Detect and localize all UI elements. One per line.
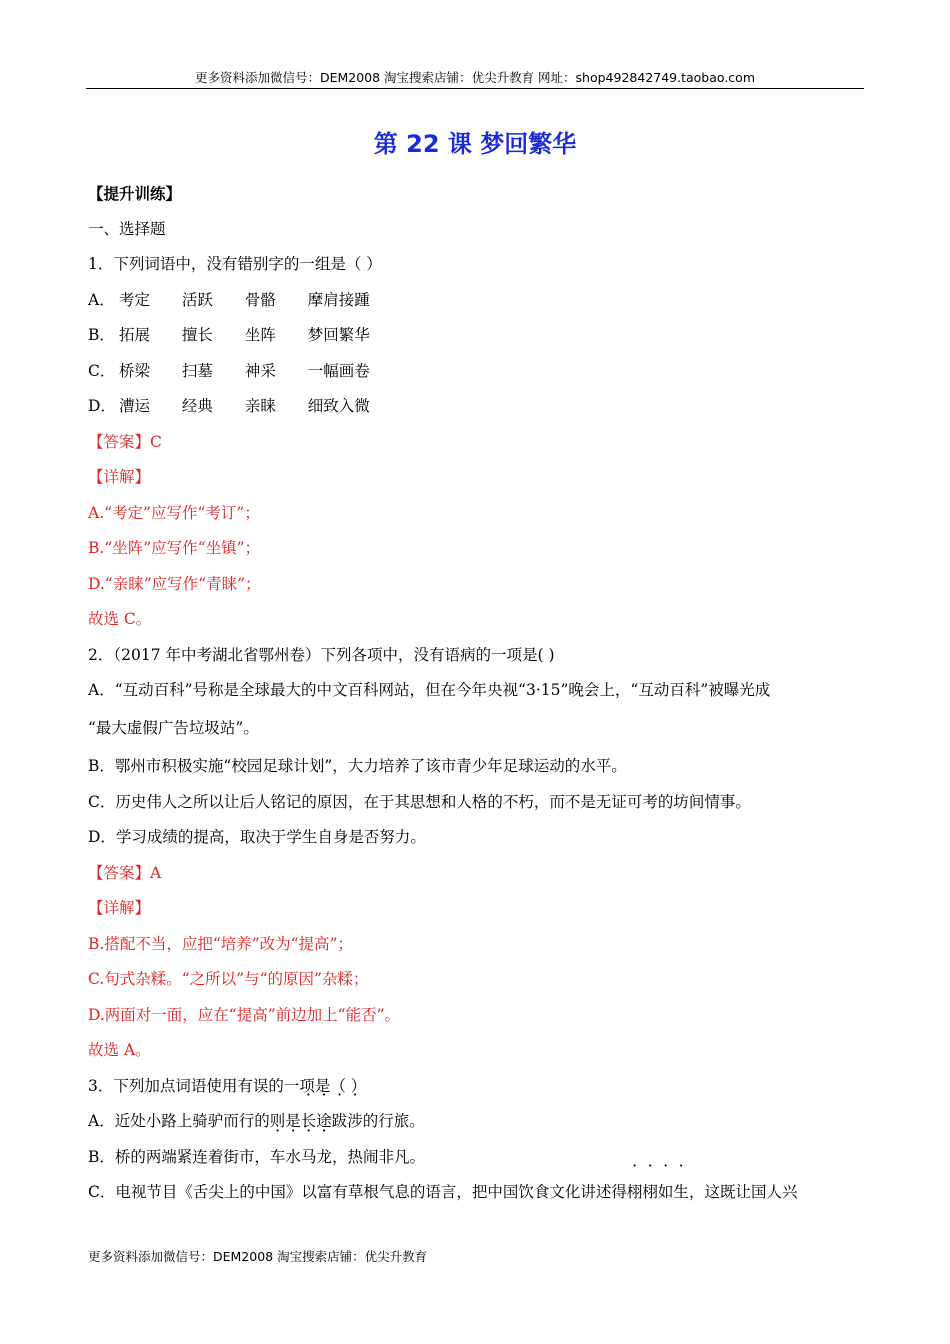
q2-option-b: B．鄂州市积极实施“校园足球计划”，大力培养了该市青少年足球运动的水平。 <box>88 757 627 775</box>
option-word: 经典 <box>181 397 213 415</box>
q3-option-c <box>88 1175 868 1211</box>
option-word: 擅长 <box>181 326 213 344</box>
dotted-char: 跋 <box>331 1112 348 1130</box>
option-word: 坐阵 <box>244 326 276 344</box>
option-text: C．电视节目《舌尖上的中国》以富有草根气息的语言，把中国饮食文化讲述得 <box>88 1183 627 1201</box>
q2-explanation: C.句式杂糅。“之所以”与“的原因”杂糅； <box>88 970 369 988</box>
option-word: 一幅画卷 <box>307 361 370 380</box>
dotted-char: 涉 <box>347 1112 363 1130</box>
q1-explanation: D.“亲睐”应写作“青睐”； <box>88 574 261 593</box>
q1-option-c <box>88 354 868 390</box>
option-word: 拓展 <box>118 326 150 344</box>
lesson-title: 第 22 课 梦回繁华 <box>373 130 577 158</box>
option-word: 扫墓 <box>181 361 213 380</box>
option-word: 摩肩接踵 <box>307 290 370 309</box>
option-word: 梦回繁华 <box>307 326 370 344</box>
q1-detail-heading: 【详解】 <box>88 468 151 486</box>
q3-option-b <box>88 1140 868 1176</box>
dotted-char: 长 <box>300 1112 317 1130</box>
option-label: B． <box>88 326 115 344</box>
q1-conclusion: 故选 C。 <box>88 610 152 628</box>
q2-detail-heading: 【详解】 <box>88 899 151 917</box>
option-label: A． <box>88 290 115 309</box>
page-header: 更多资料添加微信号：DEM2008 淘宝搜索店铺：优尖升教育 网址：shop492842749.taobao.com <box>194 70 756 85</box>
q2-explanation: D.两面对一面，应在“提高”前边加上“能否”。 <box>88 1005 400 1024</box>
q2-option-d: D．学习成绩的提高，取决于学生自身是否努力。 <box>88 828 426 846</box>
option-word: 骨骼 <box>244 290 276 309</box>
option-text: ，热闹非凡。 <box>331 1147 425 1166</box>
dotted-char: 生 <box>673 1183 689 1201</box>
option-text: B．桥的两端紧连着街市， <box>88 1147 270 1166</box>
option-text: 的行旅。 <box>362 1112 425 1130</box>
q2-option-a: A．“互动百科”号称是全球最大的中文百科网站，但在今年央视“3·15”晚会上，“互动百科”被曝光成 <box>88 681 771 699</box>
q2-option-c: C．历史伟人之所以让后人铭记的原因，在于其思想和人格的不朽，而不是无证可考的坊间情事。 <box>88 792 751 811</box>
q2-option-a-cont: “最大虚假广告垃圾站”。 <box>88 719 259 737</box>
dotted-char: 车 <box>269 1147 286 1166</box>
dotted-char: 马 <box>300 1147 317 1166</box>
dotted-char: 水 <box>285 1147 301 1166</box>
section-heading: 【提升训练】 <box>88 184 182 203</box>
page-footer: 更多资料添加微信号：DEM2008 淘宝搜索店铺：优尖升教育 <box>88 1249 428 1264</box>
option-label: D． <box>88 397 116 415</box>
q1-explanation: B.“坐阵”应写作“坐镇”； <box>88 539 261 557</box>
option-word: 亲睐 <box>244 397 276 415</box>
q2-answer: 【答案】A <box>88 863 162 882</box>
header-divider <box>86 88 864 89</box>
dotted-char: 如 <box>657 1183 674 1201</box>
q2-conclusion: 故选 A。 <box>88 1041 151 1059</box>
dotted-phrase <box>627 1183 689 1201</box>
option-text: ，这既让国人兴 <box>688 1183 798 1201</box>
subsection-heading: 一、选择题 <box>88 219 166 238</box>
document-body <box>88 176 868 1211</box>
q1-answer: 【答案】C <box>88 432 162 451</box>
q1-option-b <box>88 318 868 354</box>
option-word: 漕运 <box>118 397 150 415</box>
question-1-stem: 1．下列词语中，没有错别字的一组是（ ） <box>88 255 382 273</box>
q1-explanation: A.“考定”应写作“考订”； <box>88 503 260 522</box>
dotted-char: 栩 <box>642 1183 658 1201</box>
question-2-stem: 2．（2017 年中考湖北省鄂州卷）下列各项中，没有语病的一项是( ) <box>88 645 555 664</box>
option-word: 活跃 <box>181 290 213 309</box>
option-text: A．近处小路上骑驴而行的则是 <box>88 1112 301 1130</box>
dotted-char: 栩 <box>626 1183 643 1201</box>
q1-option-a <box>88 283 868 319</box>
q1-option-d <box>88 389 868 425</box>
dotted-char: 龙 <box>316 1147 332 1166</box>
option-word: 考定 <box>118 290 150 309</box>
option-word: 细致入微 <box>307 397 370 415</box>
question-3-stem: 3．下列加点词语使用有误的一项是（ ） <box>88 1076 367 1095</box>
q3-option-a <box>88 1104 868 1140</box>
q2-explanation: B.搭配不当，应把“培养”改为“提高”； <box>88 934 354 953</box>
dotted-phrase <box>270 1148 332 1166</box>
option-word: 神采 <box>244 361 276 380</box>
dotted-char: 途 <box>316 1112 332 1130</box>
option-label: C． <box>88 361 116 380</box>
option-word: 桥梁 <box>118 361 150 380</box>
